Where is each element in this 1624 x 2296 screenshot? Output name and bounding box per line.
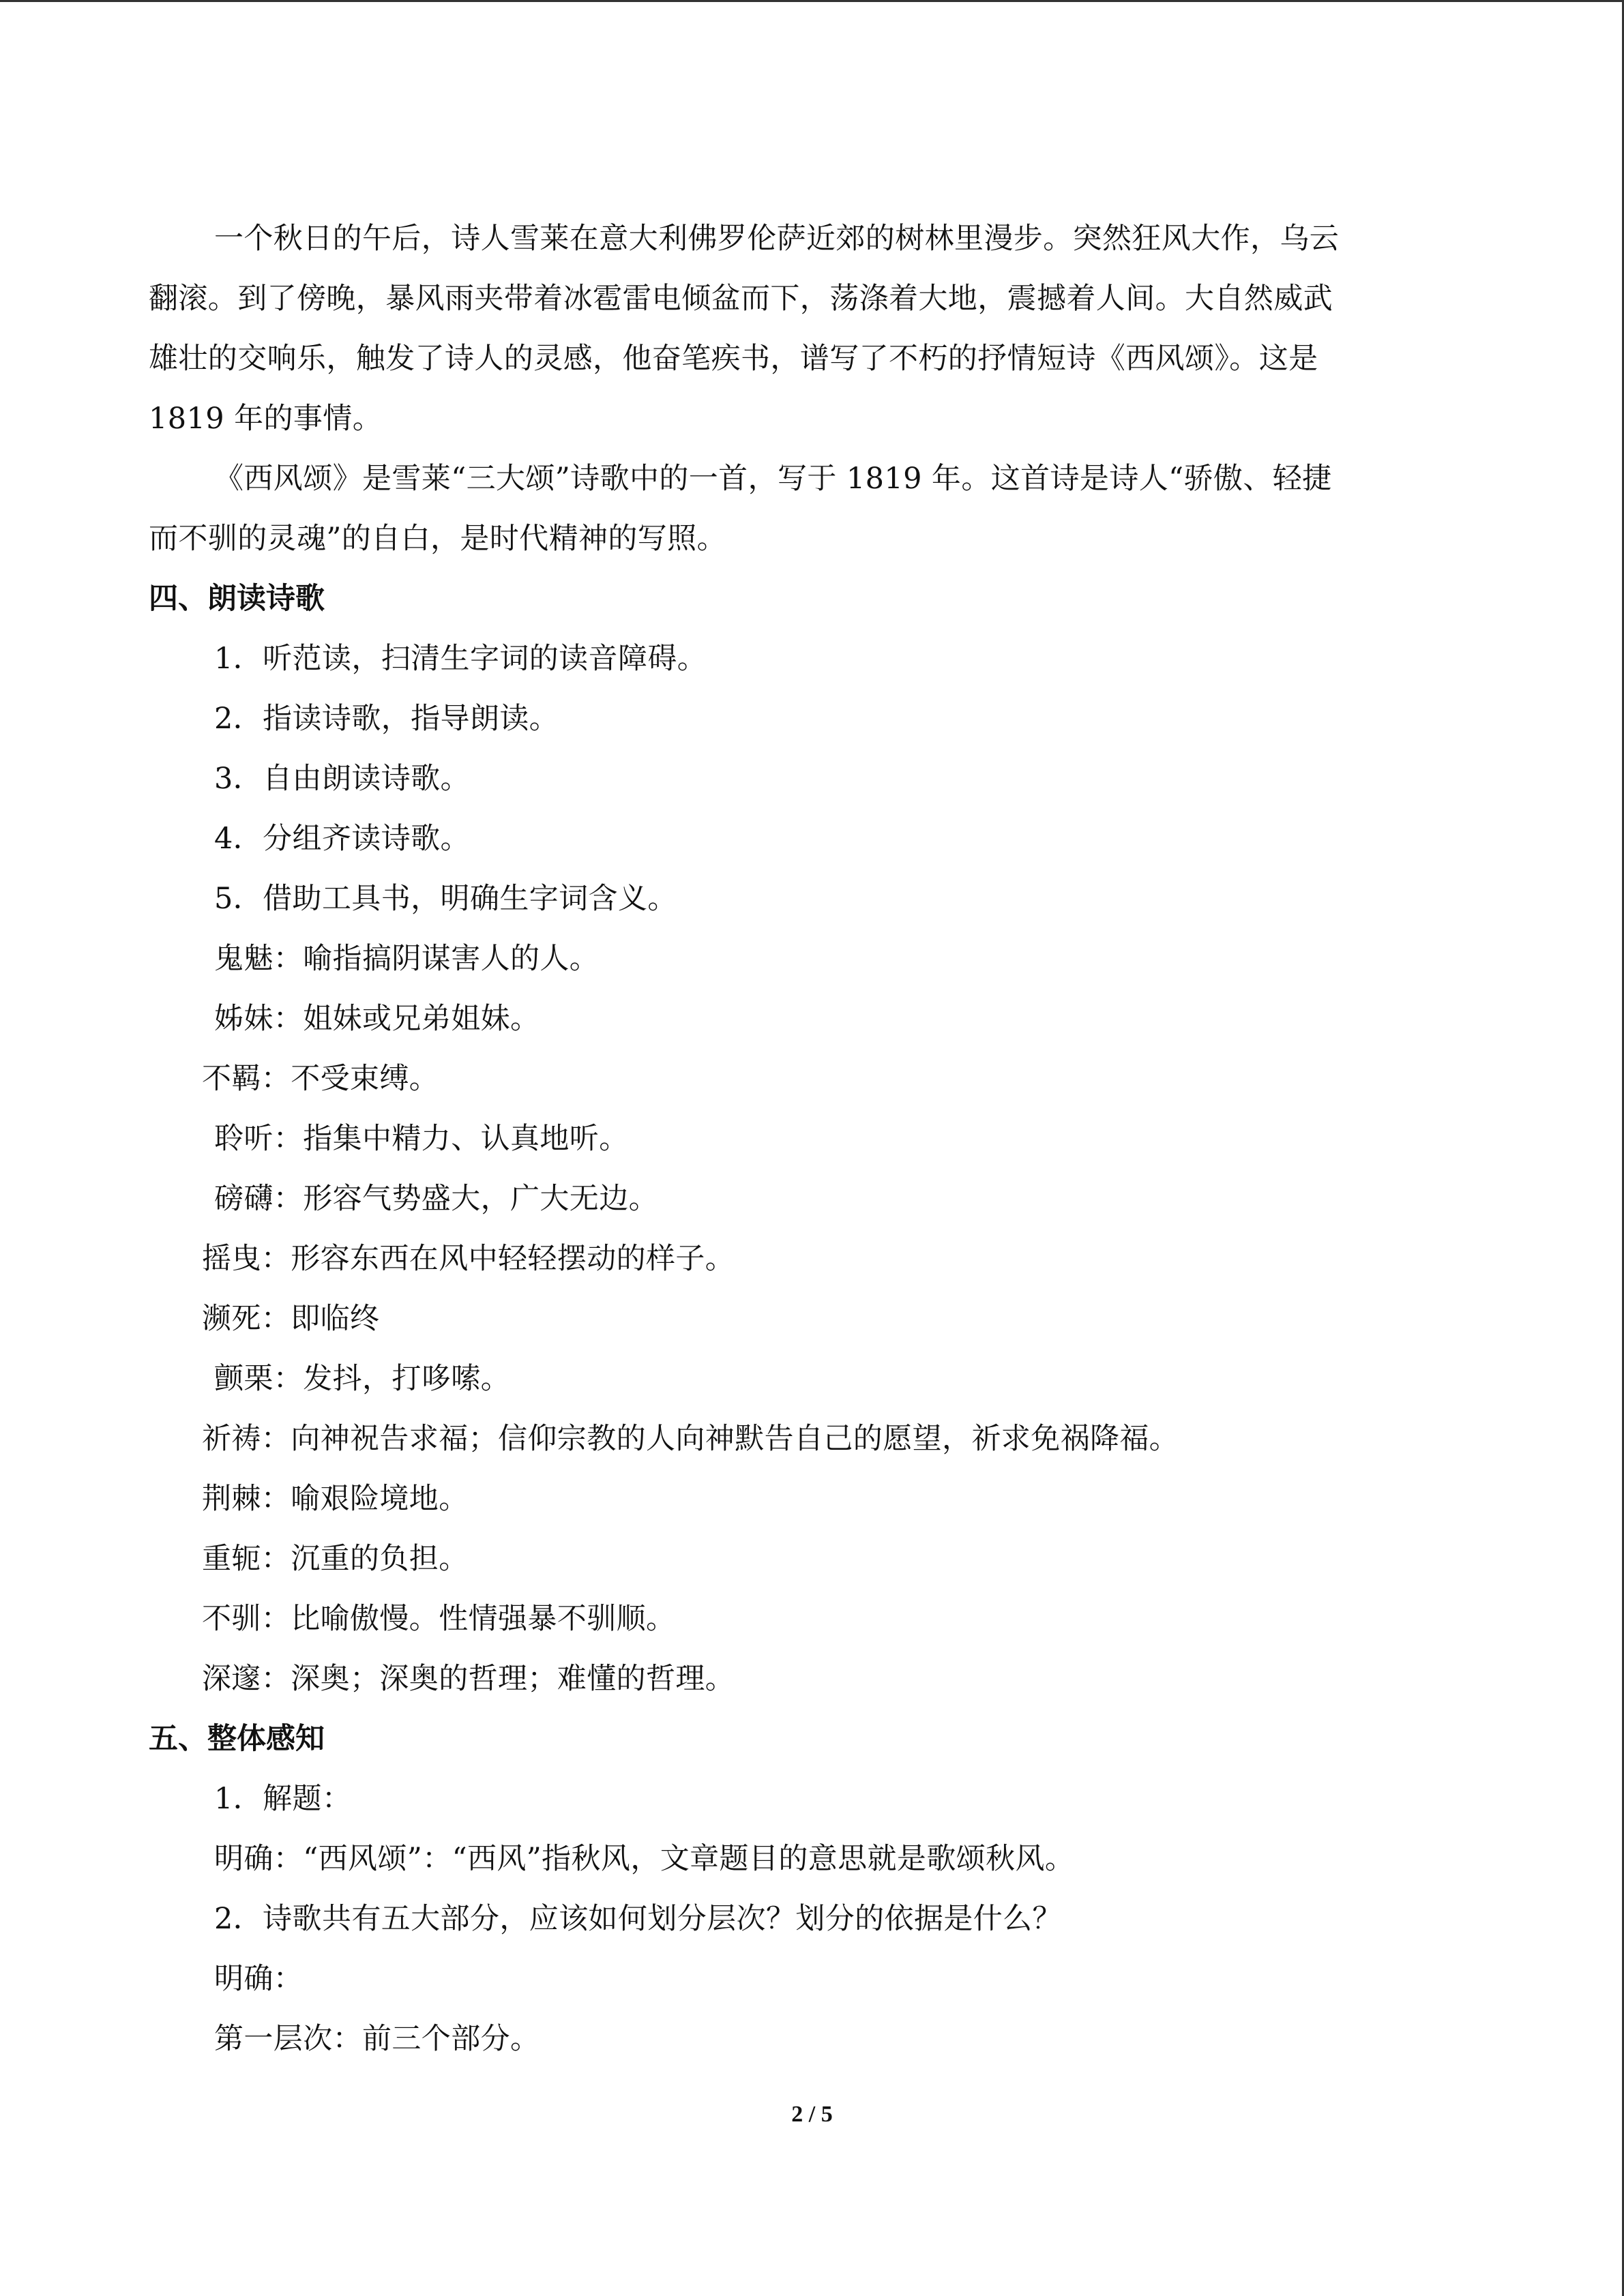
reading-step: 1．听范读，扫清生字词的读音障碍。 — [214, 642, 707, 676]
reading-step: 5．借助工具书，明确生字词含义。 — [214, 882, 677, 916]
overview-line: 1．解题： — [214, 1782, 352, 1816]
vocab-item: 深邃：深奥；深奥的哲理；难懂的哲理。 — [202, 1662, 735, 1696]
page-number: 2 / 5 — [791, 2102, 833, 2127]
overview-line: 2．诗歌共有五大部分，应该如何划分层次？划分的依据是什么？ — [214, 1902, 1062, 1936]
vocab-item: 濒死：即临终 — [202, 1302, 380, 1336]
vocab-item: 姊妹：姐妹或兄弟姐妹。 — [214, 1002, 540, 1036]
vocab-item: 不羁：不受束缚。 — [202, 1062, 439, 1096]
reading-step: 4．分组齐读诗歌。 — [214, 822, 470, 856]
intro-line: 1819 年的事情。 — [149, 402, 383, 436]
vocab-item: 不驯：比喻傲慢。性情强暴不驯顺。 — [202, 1602, 676, 1636]
section-heading-overview: 五、整体感知 — [149, 1722, 325, 1756]
intro-line: 《西风颂》是雪莱“三大颂”诗歌中的一首，写于 1819 年。这首诗是诗人“骄傲、轻捷 — [214, 462, 1332, 496]
vocab-item: 荆棘：喻艰险境地。 — [202, 1482, 469, 1516]
intro-line: 翻滚。到了傍晚，暴风雨夹带着冰雹雷电倾盆而下，荡涤着大地，震撼着人间。大自然威武 — [149, 282, 1333, 316]
vocab-item: 颤栗：发抖，打哆嗦。 — [214, 1362, 510, 1396]
top-border-line — [0, 0, 1624, 2]
overview-line: 明确：“西风颂”：“西风”指秋风，文章题目的意思就是歌颂秋风。 — [214, 1842, 1075, 1876]
vocab-item: 鬼魅：喻指搞阴谋害人的人。 — [214, 942, 600, 976]
vocab-item: 祈祷：向神祝告求福；信仰宗教的人向神默告自己的愿望，祈求免祸降福。 — [202, 1422, 1179, 1456]
reading-step: 3．自由朗读诗歌。 — [214, 762, 470, 796]
intro-line: 而不驯的灵魂”的自白，是时代精神的写照。 — [149, 522, 726, 556]
vocab-item: 聆听：指集中精力、认真地听。 — [214, 1122, 629, 1156]
vocab-item: 磅礴：形容气势盛大，广大无边。 — [214, 1182, 658, 1216]
vocab-item: 重轭：沉重的负担。 — [202, 1542, 469, 1576]
intro-line: 一个秋日的午后，诗人雪莱在意大利佛罗伦萨近郊的树林里漫步。突然狂风大作，乌云 — [214, 222, 1340, 256]
document-body — [149, 209, 1479, 2069]
overview-line: 明确： — [214, 1962, 304, 1996]
overview-line: 第一层次：前三个部分。 — [214, 2022, 540, 2056]
vocab-item: 摇曳：形容东西在风中轻轻摆动的样子。 — [202, 1242, 735, 1276]
reading-step: 2．指读诗歌，指导朗读。 — [214, 702, 559, 736]
intro-line: 雄壮的交响乐，触发了诗人的灵感，他奋笔疾书，谱写了不朽的抒情短诗《西风颂》。这是 — [149, 342, 1318, 376]
section-heading-reading: 四、朗读诗歌 — [149, 582, 325, 616]
